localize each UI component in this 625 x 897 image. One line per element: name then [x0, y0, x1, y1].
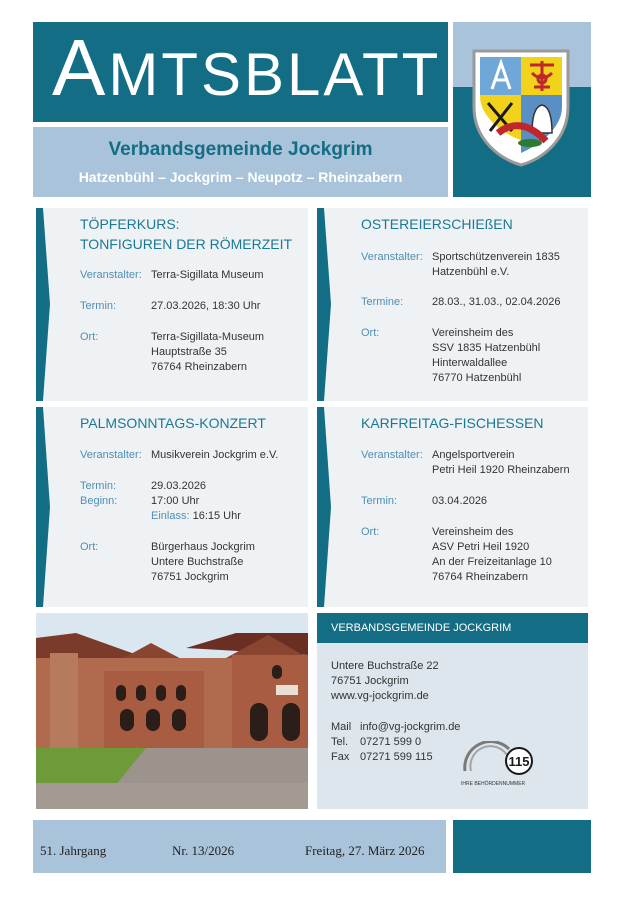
row-value: Terra-Sigillata Museum [151, 269, 264, 281]
website-link[interactable]: www.vg-jockgrim.de [331, 690, 429, 702]
location-line: Vereinsheim des [432, 327, 514, 339]
footer-issue: Nr. 13/2026 [172, 843, 235, 858]
location-line: Bürgerhaus Jockgrim [151, 541, 255, 553]
admission-label: Einlass: [151, 510, 190, 522]
event-card [36, 407, 308, 607]
location-line: Hauptstraße 35 [151, 346, 227, 358]
row-label: Veranstalter: [361, 449, 423, 461]
fax-label: Fax [331, 751, 350, 763]
event-title-line: PALMSONNTAGS-KONZERT [80, 415, 266, 431]
municipality-title: Verbandsgemeinde Jockgrim [108, 139, 373, 160]
masthead-title [52, 23, 442, 112]
chevron-decoration-icon [317, 208, 331, 401]
organizer-line: Petri Heil 1920 Rheinzabern [432, 464, 570, 476]
address-city: 76751 Jockgrim [331, 675, 409, 687]
event-title-line: KARFREITAG-FISCHESSEN [361, 415, 544, 431]
row-value [432, 250, 560, 280]
footer-accent [453, 820, 591, 873]
badge-caption: IHRE BEHÖRDENNUMMER [461, 781, 526, 787]
event-title [361, 214, 513, 234]
contact-fax [331, 751, 433, 763]
row-label: Veranstalter: [80, 269, 142, 281]
location-line: Untere Buchstraße [151, 556, 244, 568]
chevron-decoration-icon [36, 407, 50, 607]
contact-heading: VERBANDSGEMEINDE JOCKGRIM [317, 613, 588, 643]
event-title-line: TONFIGUREN DER RÖMERZEIT [80, 236, 293, 252]
location-line: Vereinsheim des [432, 526, 514, 538]
row-label: Termin: [80, 300, 117, 312]
row-value: Musikverein Jockgrim e.V. [151, 449, 279, 461]
town-hall-photo [36, 613, 308, 809]
admission-time: 16:15 Uhr [192, 510, 241, 522]
event-title [80, 214, 292, 254]
row-label: Ort: [80, 541, 99, 553]
event-title-line: OSTEREIERSCHIEßEN [361, 216, 513, 232]
location-line: An der Freizeitanlage 10 [432, 556, 552, 568]
location-line: 76770 Hatzenbühl [432, 372, 522, 384]
contact-mail [331, 721, 460, 733]
fax-value: 07271 599 115 [360, 751, 433, 763]
location-line: 76751 Jockgrim [151, 571, 229, 583]
organizer-line: Angelsportverein [432, 449, 515, 461]
row-label: Beginn: [80, 495, 118, 507]
contact-tel [331, 736, 421, 748]
row-label: Termine: [361, 296, 404, 308]
row-value [151, 330, 264, 375]
location-line: 76764 Rheinzabern [151, 361, 248, 373]
row-value [432, 448, 570, 478]
location-line: SSV 1835 Hatzenbühl [432, 342, 541, 354]
event-card [36, 208, 308, 401]
masthead-title-rest: MTSBLATT [108, 41, 442, 108]
subheader-panel [33, 127, 448, 197]
organizer-line: Sportschützenverein 1835 [432, 251, 560, 263]
row-label: Ort: [80, 331, 99, 343]
member-towns: Hatzenbühl – Jockgrim – Neupotz – Rheinzabern [78, 169, 403, 185]
masthead-title-initial: A [52, 23, 109, 112]
row-value [432, 326, 540, 386]
event-title-line: TÖPFERKURS: [80, 216, 180, 232]
chevron-decoration-icon [36, 208, 50, 401]
footer-date: Freitag, 27. März 2026 [305, 843, 425, 858]
row-label: Ort: [361, 327, 380, 339]
tel-value: 07271 599 0 [360, 736, 422, 748]
footer-volume: 51. Jahrgang [40, 843, 107, 858]
tel-label: Tel. [331, 736, 349, 748]
row-label: Termin: [361, 495, 398, 507]
row-label: Veranstalter: [361, 251, 423, 263]
coat-of-arms-icon [470, 45, 572, 167]
event-title [80, 413, 266, 433]
row-value: 27.03.2026, 18:30 Uhr [151, 300, 261, 312]
service-115-logo-icon [457, 741, 541, 789]
organizer-line: Hatzenbühl e.V. [432, 266, 510, 278]
contact-panel [317, 613, 588, 809]
mail-link[interactable]: info@vg-jockgrim.de [360, 721, 461, 733]
event-title [361, 413, 544, 433]
row-value: 29.03.2026 [151, 480, 207, 492]
address-street: Untere Buchstraße 22 [331, 660, 439, 672]
mail-label: Mail [331, 721, 352, 733]
row-value: 17:00 Uhr [151, 495, 200, 507]
row-value: 03.04.2026 [432, 495, 488, 507]
chevron-decoration-icon [317, 407, 331, 607]
row-value [432, 525, 552, 585]
row-label: Termin: [80, 480, 117, 492]
location-line: Hinterwaldallee [432, 357, 508, 369]
row-label: Ort: [361, 526, 380, 538]
row-label: Veranstalter: [80, 449, 142, 461]
row-value: 28.03., 31.03., 02.04.2026 [432, 296, 561, 308]
event-card [317, 208, 588, 401]
location-line: 76764 Rheinzabern [432, 571, 529, 583]
event-card [317, 407, 588, 607]
row-value [151, 540, 255, 585]
location-line: ASV Petri Heil 1920 [432, 541, 530, 553]
location-line: Terra-Sigillata-Museum [151, 331, 265, 343]
row-value [151, 509, 241, 524]
badge-number: 115 [508, 754, 530, 769]
